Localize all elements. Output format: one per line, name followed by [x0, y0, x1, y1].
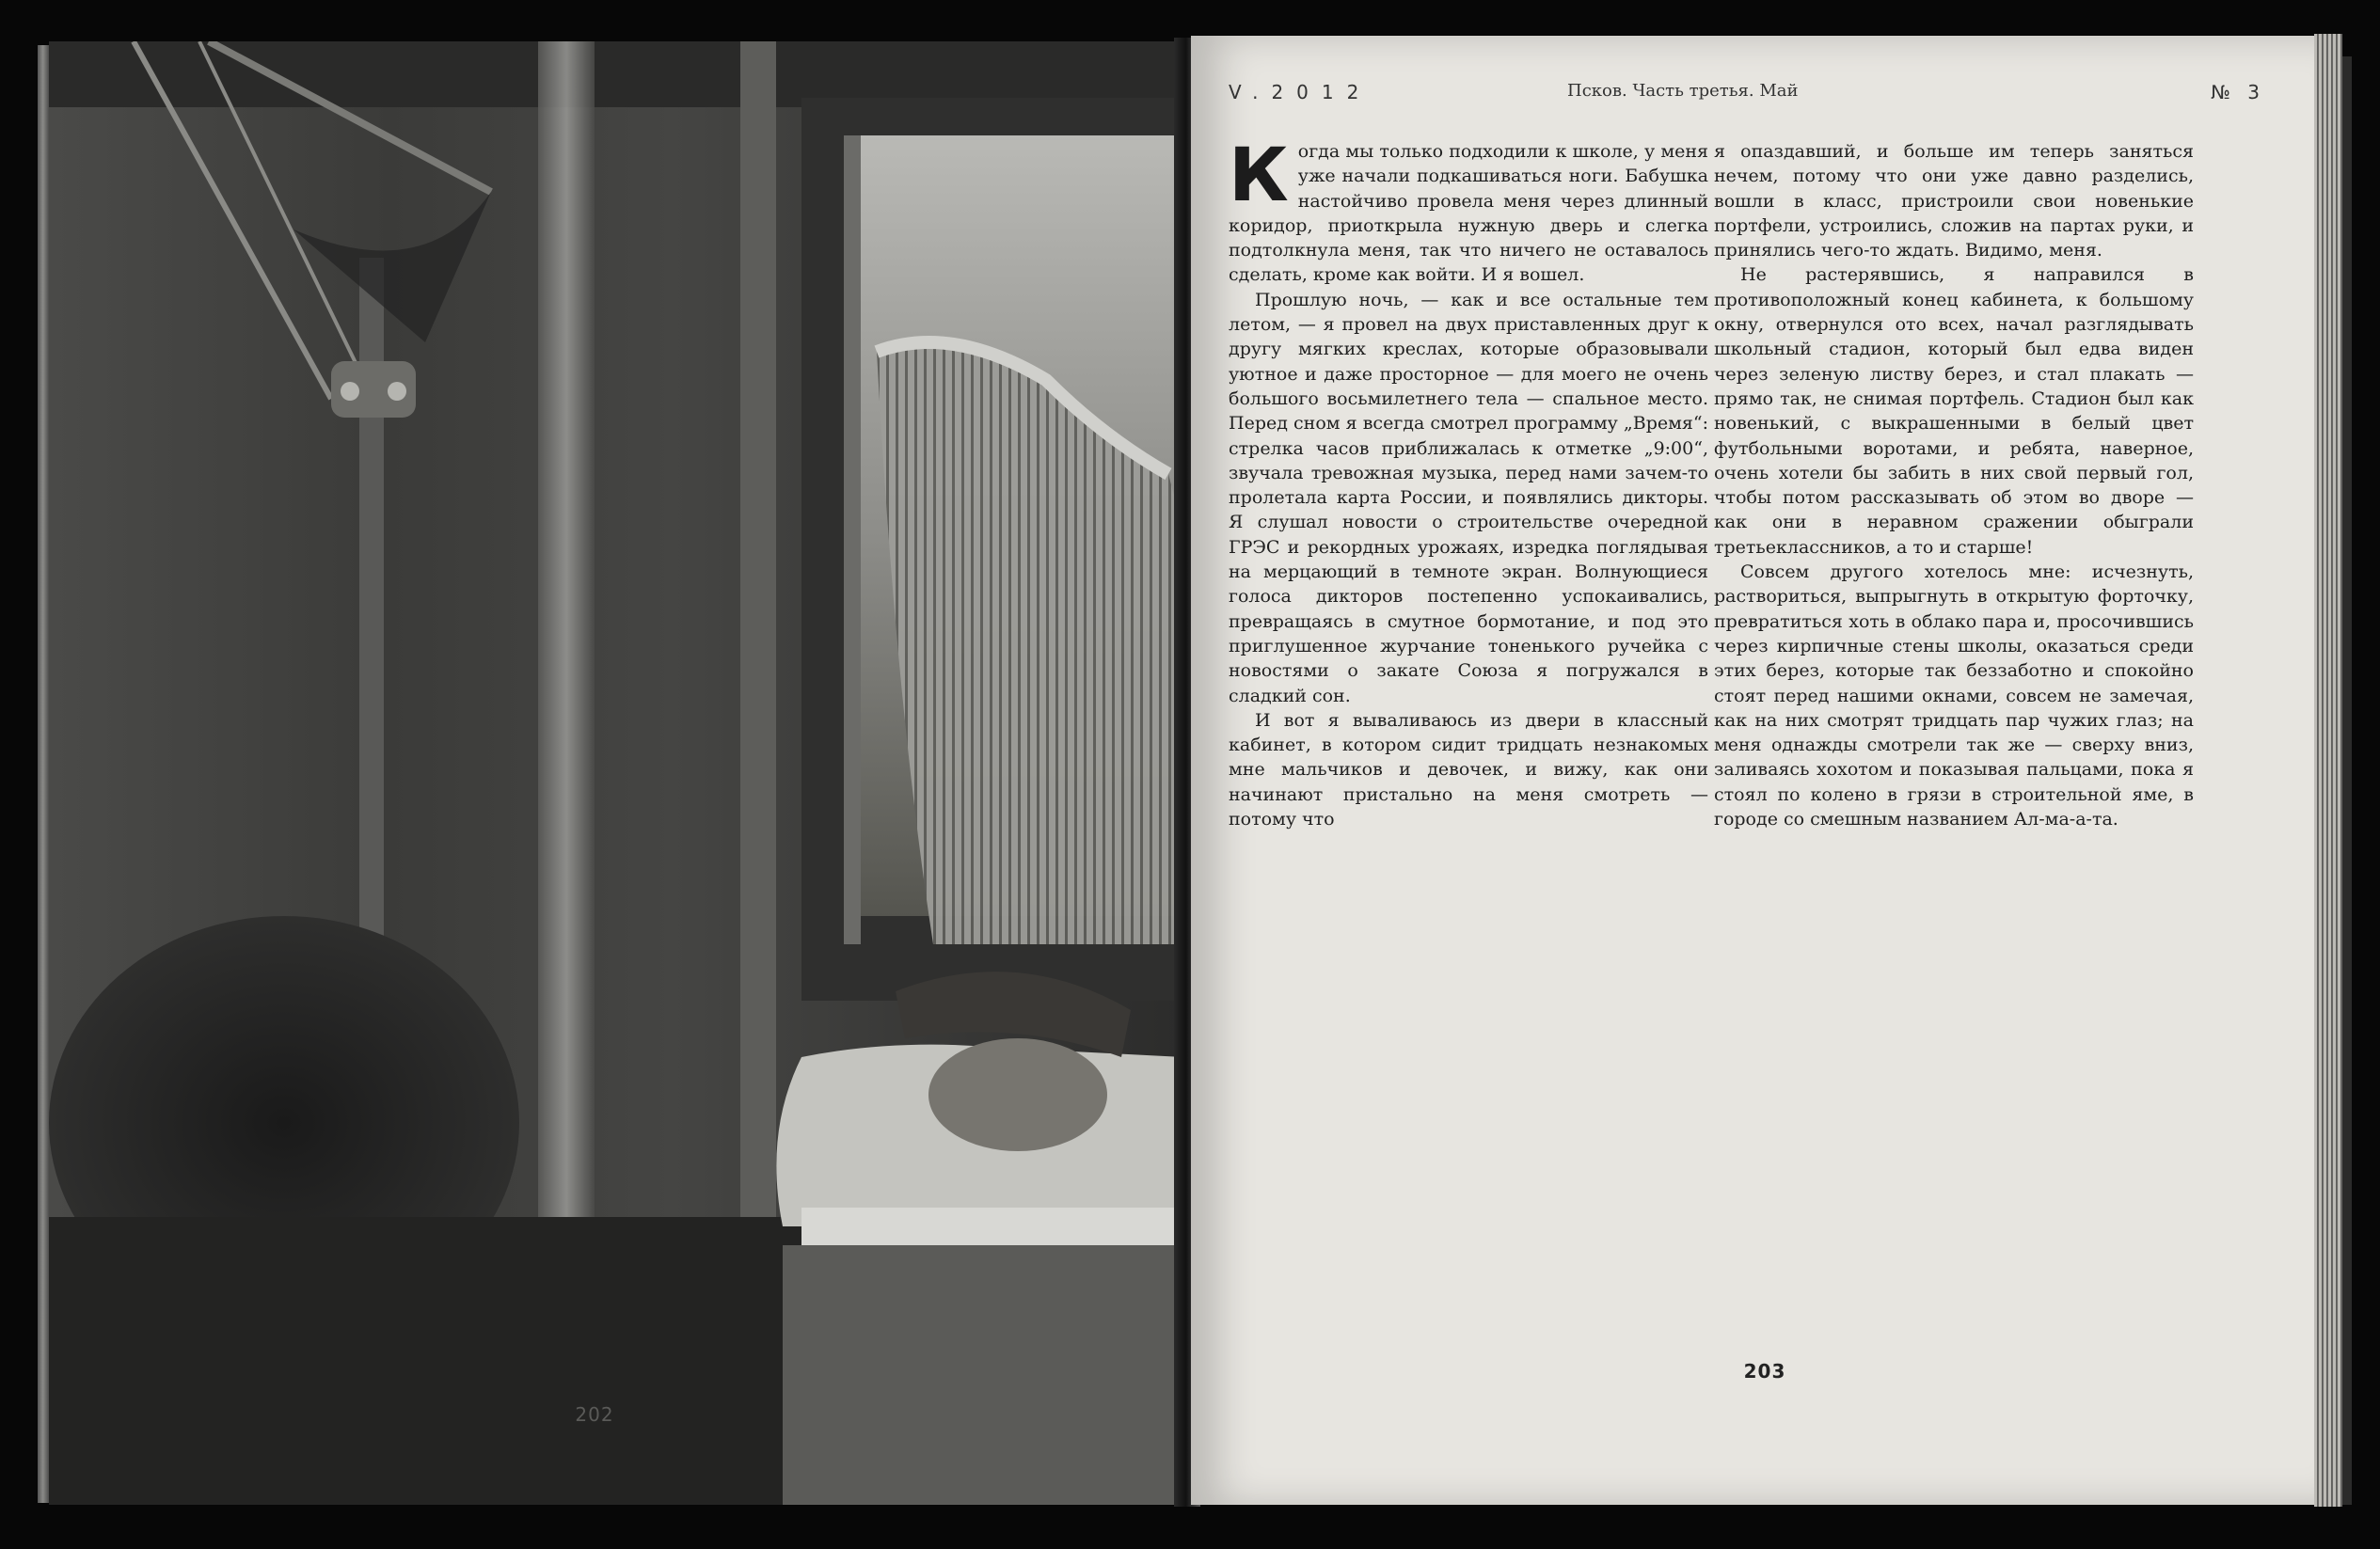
photo-image: [49, 41, 1183, 1505]
drop-cap: К: [1229, 134, 1289, 218]
left-page-number: 202: [575, 1403, 614, 1426]
paragraph: И вот я вываливаюсь из двери в классный кабинет, в котором сидит тридцать незнакомых мне мальчиков и девочек, и вижу, как они начинают пристально на меня смотреть — потому что: [1229, 709, 1708, 830]
issue-date: V.2012: [1229, 81, 1372, 103]
left-page-photo: [49, 41, 1183, 1505]
paragraph: Не растерявшись, я направился в противоположный конец кабинета, к большому окну, отвернулся ото всех, начал разглядывать школьный стадион, который был едва виден через зеленую листву берез, и стал плакать — прямо так, не снимая портфель. Стадион был как новенький, с выкрашенными в белый цвет футбольными воротами, и ребята, наверное, очень хотели бы забить в них свой первый гол, чтобы потом рассказывать об этом во дворе — как они в неравном сражении обыграли третьеклассников, а то и старше!: [1714, 264, 2194, 558]
issue-number: № 3: [2211, 81, 2265, 103]
paragraph-text: огда мы только подходили к школе, у меня уже начали подкашиваться ноги. Бабушка настойчиво провела меня через длинный коридор, приоткрыла нужную дверь и слегка подтолкнула меня, так что ничего не оставалось сделать, кроме как войти. И я вошел.: [1229, 141, 1708, 286]
paragraph: [1229, 134, 1708, 288]
paragraph: Совсем другого хотелось мне: исчезнуть, раствориться, выпрыгнуть в открытую форточку, превратиться хоть в облако пара и, просочившись через кирпичные стены школы, оказаться среди этих берез, которые так беззаботно и спокойно стоят перед нашими окнами, совсем не замечая, как на них смотрят тридцать пар чужих глаз; на меня однажды смотрели так же — сверху вниз, заливаясь хохотом и показывая пальцами, пока я стоял по колено в грязи в строительной яме, в городе со смешным названием Ал-ма-а-та.: [1714, 561, 2194, 830]
running-header: [1191, 81, 2322, 119]
text-column-right: [1714, 139, 2194, 831]
section-title: Псков. Часть третья. Май: [1567, 81, 1799, 101]
right-page: [1191, 36, 2322, 1505]
paragraph: я опаздавший, и больше им теперь заняться нечем, потому что они уже давно разделись, вошли в класс, пристроили свои новенькие портфели, устроились, сложив на партах руки, и принялись чего-то ждать. Видимо, меня.: [1714, 141, 2194, 261]
text-column-left: [1229, 134, 1708, 831]
cover-edge: [2342, 56, 2352, 1505]
paragraph: Прошлую ночь, — как и все остальные тем летом, — я провел на двух приставленных друг к другу мягких креслах, которые образовывали уютное и даже просторное — для моего не очень большого восьмилетнего тела — спальное место. Перед сном я всегда смотрел программу „Время“: стрелка часов приближалась к отметке „9:00“, звучала тревожная музыка, перед нами зачем-то пролетала карта России, и появлялись дикторы. Я слушал новости о строительстве очередной ГРЭС и рекордных урожаях, изредка поглядывая на мерцающий в темноте экран. Волнующиеся голоса дикторов постепенно успокаивались, превращаясь в смутное бормотание, и под это приглушенное журчание тоненького ручейка с новостями о закате Союза я погружался в сладкий сон.: [1229, 289, 1708, 706]
page-number: 203: [1743, 1360, 1786, 1383]
page-edges: [2314, 34, 2342, 1507]
